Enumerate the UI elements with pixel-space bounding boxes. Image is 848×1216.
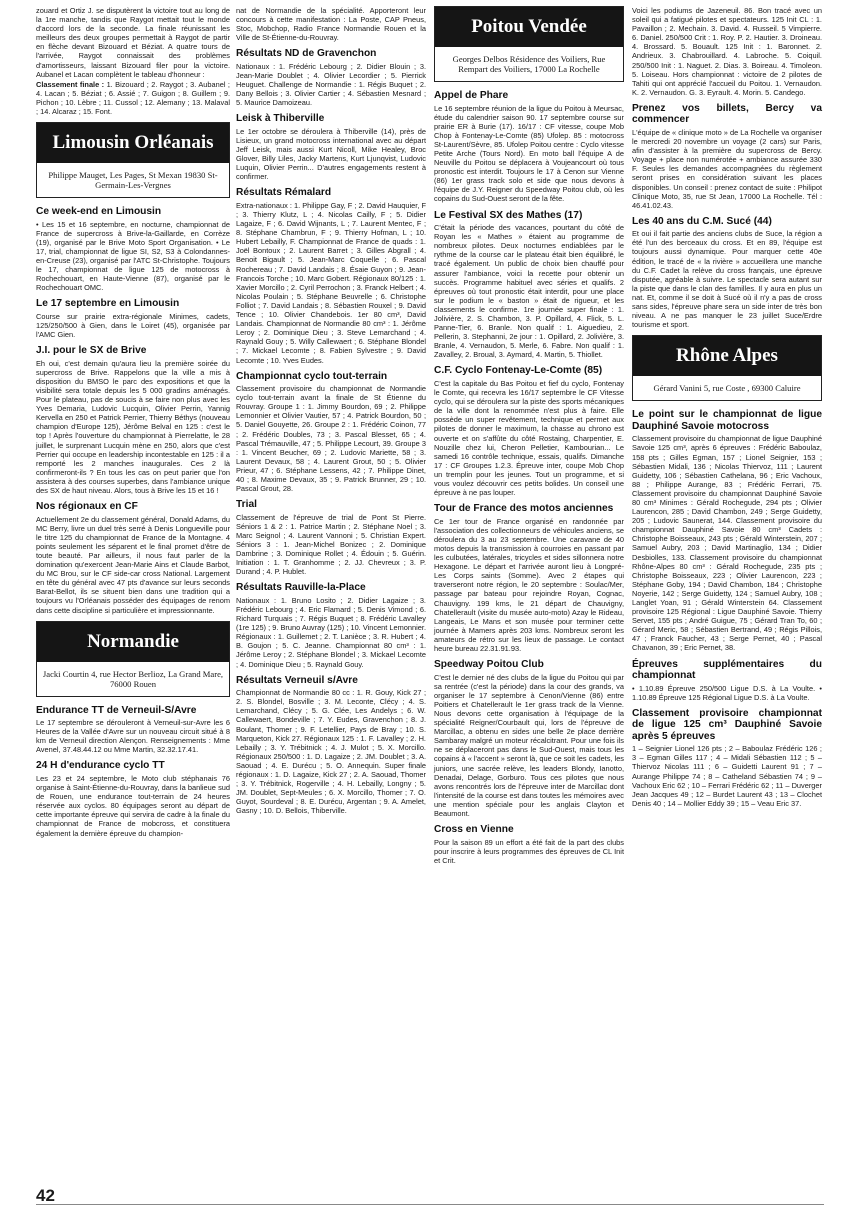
article-body: 1 – Seignier Lionel 126 pts ; 2 – Baboulaz Frédéric 126 ; 3 – Egman Gilles 117 ; 4 – Midali Sébastien 112 ; 5 – Thiervoz Nicolas 111 ; 6 – Guidetti Laurent 91 ; 7 – Aurange Philippe 74 ; 8 – Catheland Sébastien 74 ; 9 – Vachoux Eric 62 ; 10 – Ferrari Frédéric 62 ; 11 – Duverger Jean Jacques 49 ; 12 – Burdet Laurent 43 ; 13 – Clochet Denis 40 ; 14 – Mollier Eddy 39 ; 15 – Veau Eric 37.: [632, 744, 822, 808]
article-body: Extra-nationaux : 1. Philippe Gay, F ; 2. David Hauquier, F ; 3. Thierry Klutz, L ; 4. Nicolas Cailly, F ; 5. Didier Lagaize, F ; 6. David Wijnants, L ; 7. Laurent Mentec, F ; 8. Stéphane Chambrun, F ; 9. Thierry Hofman, L ; 10. Hubert Lebailly, F. Championnat de France de quads : 1. Joël Bontoux ; 2. Laurent Barret ; 3. Gilles Abgrall ; 4. Benoit Bigault ; 5. Jean-Marc Coquelle ; 6. Pascal Rochereau ; 7. David Landais ; 8. Ésaie Guyon ; 9. Jean-Francois Torche ; 10. Marc Gobert. Régionaux 80/125 : 1. Xavier Morcillo ; 2. Cyril Perrochon ; 3. Franck Helbert ; 4. Nicolas Poulain ; 5. Stéphane Beuvrelle ; 6. Christophe Folliot ; 7. David Landais ; 8. Sébastien Rouxel ; 9. David Tence ; 10. Olivier Chandebois. 1er 80 cm³, David Landais. Championnat de Normandie 80 cm³ : 1. Jérôme Leroy ; 2. Dominique Dieu ; 3. Steve Lemarchand ; 4. Raynald Gouy ; 5. Willy Callewaert ; 6. Stéphane Blondel ; 7. Mickael Lecomte ; 8. Fabien Sylvestre ; 9. David Lecomte ; 10. Yves Eudes.: [236, 200, 426, 365]
article-body: Pour la saison 89 un effort a été fait de la part des clubs pour inscrire à leurs programmes des épreuves de CL Init et Crit.: [434, 837, 624, 865]
headline: Tour de France des motos anciennes: [434, 503, 614, 515]
article-body: L'équipe de « clinique moto » de La Rochelle va organiser le mercredi 20 novembre un voyage (2 cars) sur Paris, afin d'assister à la première du supercross de Bercy. Voyage + place non numérotée + ambiance assurée 330 F. Seules les demandes accompagnées du règlement seront prises en considération suivant les places disponibles. Un conseil : prenez contact de suite : Philipot Clinique Moto, 35, rue St Jean, 17000 La Rochelle. Tél : 46.41.02.43.: [632, 127, 822, 210]
article-body: Course sur prairie extra-régionale Minimes, cadets, 125/250/500 à Gien, dans le Loiret (45), organisée par l'AMC Gien.: [36, 311, 230, 340]
page-number: 42: [36, 1186, 55, 1205]
article-body: Et oui il fait partie des anciens clubs de Suce, la région a été l'un des berceaux du cross. Et en 89, l'équipe est toujours aussi dynamique. Pour marquer cette 40e édition, le tracé de « la rivière » accueillera une manche du C.F. Cadet la relève du cross français, une épreuve disputée, agréable à suivre. Le spectacle sera autant sur la piste que dans le clan des familles. Il y aura en plus un nat. Et, comme il se doit à Sucé où il n'y a pas de cross sans sides, l'épreuve phare sera un side inter de très bon niveau. A ne pas manquer le 23 juillet Suce/Erdre tourisme et sport.: [632, 229, 822, 330]
column-2: [236, 6, 426, 816]
column-4: [632, 6, 822, 809]
headline: Résultats Rauville-la-Place: [236, 582, 366, 594]
region-address: Georges Delbos Résidence des Voiliers, Rue Rempart des Voiliers, 17000 La Rochelle: [452, 54, 606, 74]
region-title: Limousin Orléanais: [37, 123, 229, 163]
article-continuation: nat de Normandie de la spécialité. Apporteront leur concours à cette manifestation : La Poste, CAP Pneus, Stoc, Mobchop, Radio France Normandie Rouen et la Ville de St-Étienne-du-Rouvray.: [236, 6, 426, 43]
classement-label: Classement finale :: [36, 79, 105, 89]
column-3: [434, 6, 624, 866]
headline: Endurance TT de Verneuil-S/Avre: [36, 704, 197, 716]
article-body: • Les 15 et 16 septembre, en nocturne, championnat de France de supercross à Brive-la-Gaillarde, en Corrèze (19), organisé par le Brive Moto Sport Organisation. • Le 17, trial, championnat de ligue SI, S2, S3 à Colondannes-en-Creuse (23), organisé par l'ATC St-Christophe. Toujours le 17, championnat de ligue 125 de motocross à Rochechouart, en Haute-Vienne (87), organisé par le Rochechouart OMC.: [36, 219, 230, 293]
region-title: Normandie: [37, 622, 229, 662]
headline: Championnat cyclo tout-terrain: [236, 370, 388, 382]
headline: Ce week-end en Limousin: [36, 206, 162, 218]
region-address: Jacki Courtin 4, rue Hector Berlioz, La Grand Mare, 76000 Rouen: [42, 668, 224, 689]
region-title: Poitou Vendée: [435, 7, 623, 47]
article-body: Les 23 et 24 septembre, le Moto club stéphanais 76 organise à Saint-Étienne-du-Rouvray, dans la banlieue sud de Rouen, une endurance tout-terrain de 24 heures réservée aux cyclos. 80 équipages seront au départ de cette importante épreuve qui servira de cadre à la finale du championnat de France de mobcross, et constituera également la dernière épreuve du champion-: [36, 773, 230, 838]
article-body: • 1.10.89 Épreuve 250/500 Ligue D.S. à La Voulte. • 1.10.89 Épreuve 125 Régional Ligue D.S. à La Voulte.: [632, 683, 822, 702]
headline: C.F. Cyclo Fontenay-Le-Comte (85): [434, 365, 603, 377]
article-continuation: Voici les podiums de Jazeneuil. 86. Bon tracé avec un soleil qui a fatigué pilotes et spectateurs. 125 Init CL : 1. Pavaillon ; 2. Mechain. 3. David. 4. Russeil. 5 Vimpierre. 6. Daniel. 250/500 Crit : 1. Roy. P. 2. Hautier. 3. Droineau. 4. Brossard. 5. Bouault. 125 Init : 1. Baronnet. 2. Andrieux. 3. Chabrouillard. 4. Labroche. 5. Coiquil. 250/500 Init : 1. Naguet. 2. Dias. 3. Boireau. 4. Timoleon. 5. Loiseau. Hors championnat : victoire de 2 pilotes de Tahiti qui ont apprécié l'accueil du Poitou. 1. Vernaudon. K. 2. Vernaudon. G. 3. Eyrault. 4. Morin. 5. Candego.: [632, 6, 822, 97]
article-body: Le 17 septembre se dérouleront à Verneuil-sur-Avre les 6 Heures de la Vallée d'Avre sur un nouveau circuit situé à 8 km de Verneuil direction Alençon. Renseignements : Mme Avenel, 37.48.44.12 ou Mme Martin, 32.32.17.41.: [36, 718, 230, 755]
headline: Les 40 ans du C.M. Sucé (44): [632, 215, 772, 227]
article-body: Classement de l'épreuve de trial de Pont St Pierre. Séniors 1 & 2 : 1. Patrice Martin ; 2. Stéphane Noel ; 3. Marc Seignol ; 4. Laurent Vannoni ; 5. Christian Expert. Séniors 3 : 1. Jean-Michel Bonizec ; 2. Dominique Dambrine ; 3. Dominique Rollet ; 4. Édouin ; 5. Guérin. Initiation : 1. T. Granhomme ; 2. JJ. Chevreux ; 3. P. Durand ; 4. P. Hublet.: [236, 512, 426, 577]
headline: Résultats Rémalard: [236, 187, 332, 199]
article-body: Championnat de Normandie 80 cc : 1. R. Gouy, Kick 27 ; 2. S. Blondel, Bosville ; 3. M. Leconte, Clécy ; 4. S. Lemarchand, Clécy ; 5. G. Clée, Les Andelys ; 6. W. Callewaert, Bondeville ; 7. Y. Eudes, Gravenchon ; 8. J. Boulant, Thomer ; 9. F. Letellier, Pays de Bray ; 10. S. Marqueton, Kick 27. Régionaux 125 : 1. F. Lavalley ; 2. H. Lebailly ; 3. Y. Trébitnick ; 4. J. Mulot ; 5. X. Morcillo. Régionaux 250/500 : 1. D. Lagaize ; 2. JM. Doublet ; 3. A. Saouad ; 4. E. Durécu ; 5. O. Annequin. Super finale régionaux : 1. D. Lagaize, Kick 27 ; 2. A. Saouad, Thomer ; 3. Y. Trébitnick, Rogerville ; 4. H. Lebailly, Longny ; 5. JM. Doublet, Sept-Meules ; 6. X. Morcillo, Thomer ; 7. O. Guyot, Sourdeval ; 8. E. Durécu, Argentan ; 9. A. Amelet, Gasny ; 10. D. Bellois, Thiberville.: [236, 688, 426, 816]
article-body: C'est le dernier né des clubs de la ligue du Poitou qui par sa rentrée (c'est la période) dans la cour des grands, va organiser le 17 septembre à Cenon/Vienne (86) entre Poitiers et Chatellerault le 1er grass track de la Vienne. Nous devons cette organisation à l'équipage de la spécialité Reigner/Courbault qui, lors de l'épreuve de Marcillac, a obtenu en sides une belle 2e place derrière Sambaray malgré un moteur récalcitrant. Pour une fois ils ne se déplaceront pas dans le Sud-Ouest, mais tous les copains à « l'accent » seront là, que ce soit les cadets, les juniors, une sacrée relève, les leaders Blondy, Ianotto, Denadai, Delage, Gorburo. Tous ces pilotes que nous avons rencontrés lors de l'épreuve inter de Marcillac dont l'intensité de la course est dans toutes les mémoires avec une mention spéciale pour les anglais Clayton et Beaumont.: [434, 672, 624, 818]
region-title: Rhône Alpes: [633, 336, 821, 376]
headline: Le Festival SX des Mathes (17): [434, 209, 583, 221]
region-address: Philippe Mauget, Les Pages, St Mexan 19830 St-Germain-Les-Vergnes: [48, 170, 218, 191]
region-box-normandie: [36, 621, 230, 697]
article-body: C'était la période des vacances, pourtant du côté de Royan les « Mathes » étaient au programme de nombreux pilotes. Deux nocturnes endiablées par le rythme de la course car le plateau était bien équilibré, le tracé également. Un public de choix bien chauffé pour assurer l'ambiance, voici la recette pour obtenir un succès. Programme habituel avec séries et qualifs. 2 épreuves où tout pronostic était interdit, pour une place sur le podium le « baston » était de rigueur, et les classements le confirme. 1re journée super finale : 1. Jolivière, 2. S. Chambon, 3. P. Opillard, 4. Flick, 5. L. Panne-Tier, 6. Branle. Non qualif : 1. Aiguedieu, 2. Pellerin, 3. Stephanni, 2e jour : 1. Opillard, 2. Jolivière, 3. Branle, 4. Vernaudon, 5. Merle, 6. Fabre. Non qualif : 1. Zavalley, 2. Broual, 3. Aymard, 4. Martin, 5. Thiollet.: [434, 223, 624, 360]
article-body: Nationaux : 1. Frédéric Lebourg ; 2. Didier Blouin ; 3. Jean-Marie Doublet ; 4. Olivier Lecordier ; 5. Pierrick Heuguet. Challenge de Normandie : 1. Régis Buquet ; 2. Dany Bellois ; 3. Olivier Cartier ; 4. Sébastien Mesnard ; 5. Maurice Damoizeau.: [236, 61, 426, 108]
region-box-rhone-alpes: [632, 335, 822, 401]
region-address: Gérard Vanini 5, rue Coste , 69300 Caluire: [653, 383, 801, 394]
headline: Nos régionaux en CF: [36, 501, 138, 513]
article-body: Classement provisoire du championnat de ligue Dauphiné Savoie 125 cm³, après 6 épreuves : Frédéric Baboulaz, 158 pts ; Gilles Egman, 157 ; Lionel Seignier, 153 ; Sébastien Midali, 136 ; Nicolas Thiervoz, 111 ; Laurent Guidetty, 106 ; Sébastien Cathelana, 96 ; Eric Vachoux, 88 ; Philippe Aurange, 83 ; Frédéric Ferrari, 75. Classement provisoire du championnat Dauphiné Savoie 80 cm³ Minimes : Gérald Rochegude, 294 pts ; Olivier Laurencon, 285 ; David Chambon, 249 ; Serge Guidetty, 205 ; Ludovic Saunerat, 144. Classement provisoire du championnat Dauphiné Savoie 80 cm³ Cadets : Christophe Boisseaux, 243 pts ; Gérald Winterstein, 207 ; Samuel Aubry, 203 ; David Martinaglio, 134 ; Didier Desbiolles, 133. Classement provisoire du championnat Rhône-Alpes 80 cm³ : Gérald Rochegude, 235 pts ; Christophe Boisseaux, 223 ; Olivier Laurencon, 223 ; Stéphane Goby, 194 ; David Chambon, 184 ; Christophe Noyerie, 142 ; Serge Guidetty, 124 ; Samuel Aubry, 108 ; Langlet Yoan, 91 ; Gérald Winterstein 64. Classement provisoire 125 Régional : Ligue Dauphiné Savoie. Thierry Servet, 155 pts ; André Guigue, 75 ; Gérard Tran To, 60 ; Gérard Meric, 58 ; Sébastien Bertrand, 49 ; Régis Pillois, 47 ; Franck Faucher, 43 ; Serge Pernet, 40 ; Pascal Chavanon, 39 ; Eric Pernet, 38.: [632, 434, 822, 653]
footer-rule: [36, 1204, 824, 1205]
headline: Résultats ND de Gravenchon: [236, 48, 377, 60]
column-1: [36, 6, 230, 839]
headline: Prenez vos billets, Bercy va commencer: [632, 102, 822, 126]
headline: J.I. pour le SX de Brive: [36, 345, 147, 357]
classement-finale: [36, 80, 230, 116]
headline: 24 H d'endurance cyclo TT: [36, 760, 165, 772]
headline: Speedway Poitou Club: [434, 659, 544, 671]
article-body: C'est la capitale du Bas Poitou et fief du cyclo, Fontenay le Comte, qui recevra les 16/17 septembre le CF Vitesse cyclo, qui se déroulera sur la piste des sports mécaniques de la ville dont la renommée n'est plus à faire. Elle possède un super revêtement, technique et permet aux pilotes de donner le maximum, la chasse au chrono est ouverte et on s'affûte du côté Rostaing, Charpentier, E. Nouzille chez lui, Cheron Pelletier, Kambourian... Le samedi 16 contrôle technique, essais, qualifs. Dimanche 17 : CF Groupes 1.2.3. Épreuve inter, coupe Mob Chop un tremplin pour les jeunes. Tout un programme, et si vous voulez découvrir ces petits bolides. Un conseil une épreuve à ne pas louper.: [434, 378, 624, 498]
headline: Le point sur le championnat de ligue Dauphiné Savoie motocross: [632, 409, 822, 432]
headline: Épreuves supplémentaires du championnat: [632, 658, 822, 682]
region-box-poitou: [434, 6, 624, 82]
region-box-limousin: [36, 122, 230, 198]
article-body: Nationaux : 1. Bruno Losito ; 2. Didier Lagaize ; 3. Frédéric Lebourg ; 4. Eric Flamard ; 5. Denis Vimond ; 6. Richard Turquais ; 7. Régis Buquet ; 8. Frédéric Lavalley (1re 125) ; 9. Bruno Auvray (125) ; 10. Vincent Lemonnier. Régionaux : 1. Guillemet ; 2. T. Lanièce ; 3. R. Hubert ; 4. B. Goujon ; 5. C. Jeanne. Championnat 80 cm³ : 1. Jérôme Leroy ; 2. Stéphane Blondel ; 3. Mickael Lecomte ; 4. Dominique Dieu ; 5. Raynald Gouy.: [236, 595, 426, 669]
article-body: Ce 1er tour de France organisé en randonnée par l'association des collectionneurs de véhicules anciens, se déroulera du 3 au 23 septembre. Une caravane de 40 motos depuis la transmission à courroies en passant par les culbutées, latérales, tricycles et sides sillonnera notre Hexagone. Le départ et l'arrivée auront lieu à Longpré-Les Corps saints (Somme). Avec 2 étapes qui traverseront notre région, le 20 septembre : Soulac/Mer, passage par bateau pour rejoindre Royan, Cognac, Chauvigny. 199 kms, le 21 départ de Chauvigny, Chatellerault (visite du musée auto-moto) Azay le Rideau, Langeais, Le Mans et son musée pour terminer cette journée à Mamers après 203 kms. Nombreux seront les amateurs de rétro sur les lieux de passage. Le contact heure bureau 22.31.91.93.: [434, 516, 624, 653]
article-body: Eh oui, c'est demain qu'aura lieu la première soirée du supercross de Brive. Rappelons que la ville a mis à disposition du BMSO le parc des expositions et que la visibilité sera totale depuis les 5 000 gradins aménagés. Pour le plateau, pas de soucis à se faire non plus avec les Yves Demaria, Ludovic Lucquin, Olivier Perrin, Yannig Kervella en 250 et Patrick Perrier, Thierry Béthys (nouveau champion d'Europe 125), Jérôme Belval en 125 : c'est le top ! Après l'ouverture du championnat à Pierrelatte, le 28 juillet, le surprenant Lucquin mène en 250, alors que c'est Perrier qui occupe en leadership incontestable en 125 : il a remporté les 2 manches inaugurales. Ces 2 là confirmeront-ils ? En tous les cas on peut parier que l'on assistera à des courses superbes, dans l'ambiance unique des SX de haut niveau. Alors, tous à Brive les 15 et 16 !: [36, 358, 230, 495]
headline: Appel de Phare: [434, 90, 509, 101]
headline: Cross en Vienne: [434, 824, 514, 836]
headline: Trial: [236, 499, 257, 511]
headline: Résultats Verneuil s/Avre: [236, 674, 358, 686]
article-body: Le 16 septembre réunion de la ligue du Poitou à Meursac, étude du calendrier saison 90. 17 septembre course sur prairie ER à Burie (17). 16/17 : CF vitesse, coupe Mob Chop à Fontenay-Le-Comte (85) Ufolep. 85 : motocross St-Laurent/Sèvre, 85. Ufolep Poitou centre : Cyclo vitesse Petite Arche (Tours Nord). En moto ball l'équipe A de Neuville du Poitou se déplacera à Voujeancourt où tous pronostic est interdit. Toujours le 17 à Cenon sur Vienne (86) 1er grass track solo et side que nous devons à l'équipe de J.Y. Reigner du Speedway Poitou club, où les copains du Sud-Ouest seront de la fête.: [434, 103, 624, 204]
article-continuation: zouard et Ortiz J. se disputèrent la victoire tout au long de la 1re manche, tandis que Raygot mettait tout le monde d'accord lors de la seconde. La finale réunissant les meilleurs des deux groupes permettait à Raygot de partir en flèche devant Bizouard et Béziat. A quatre tours de l'arrivée, Raygot connaissait des problèmes d'amortisseurs, laissant Bizouard filer pour la victoire. Aubanel et Lacan complètent le tableau d'honneur :: [36, 6, 230, 79]
article-body: Le 1er octobre se déroulera à Thiberville (14), près de Lisieux, un grand motocross international avec au départ Jeff Leisk, mais aussi Kurt Nicoll, Mike Healey, Broc Glover, Billy Liles, Jacky Martens, Kurt Ljunqvist, Ludovic Luquin, Olivier Perrin... D'autres engagements restent à confirmer.: [236, 126, 426, 182]
classement-text: 1. Bizouard ; 2. Raygot ; 3. Aubanel ; 4. Lacan ; 5. Béziat ; 6. Assié ; 7. Guigon ; 8. Guillem ; 9. Pichon ; 10. Lèbre ; 11. Cussol ; 12. Alemany ; 13. Malaval ; 14. Alcaraz ; 15. Font.: [36, 79, 230, 117]
article-body: Actuellement 2e du classement général, Donald Adams, du MC Berry, livre un duel très serré à Denis Longueville pour le titre 125 du championnat de France de la Montagne. 4 points seulement les séparent et le final promet d'être de toute beauté. Par ailleurs, il nous faut parler de la domination qu'exercent Jean-Marie Ains et Claude Barbot, du MC Brou, sur le CF side-car cross National. Largement en tête du général avec 47 pts d'avance sur leurs seconds Barat-Bellot, ils se situent bien dans une tradition qui a toujours vu l'Orléanais posséder des équipages de renom dans cette discipline si particulière et impressionnante.: [36, 514, 230, 615]
headline: Leisk à Thiberville: [236, 113, 325, 125]
article-body: Classement provisoire du championnat de Normandie cyclo tout-terrain avant la finale de St Étienne du Rouvray. Groupe 1 : 1. Jimmy Bourdon, 69 ; 2. Philippe Lemonnier et Olivier Vautier, 57 ; 4. Patrick Bourdon, 50 ; 5. Daniel Gouyette, 26. Groupe 2 : 1. Frédéric Coinon, 77 ; 2. Frédéric Doubles, 73 ; 3. Pascal Blesset, 65 ; 4. Pascal Trémauville, 47 ; 5. Philippe Lecourt, 39. Groupe 3 : 1. Vincent Beucher, 69 ; 2. Ludovic Mariette, 58 ; 3. Laurent Devaux, 58 ; 4. Laurent Grout, 50 ; 5. Olivier Prieur, 47 ; 6. Stéphane Lessens, 42 ; 7. Philippe Dinet, 40 ; 8. Maxime Devaux, 35 ; 9. Patrick Brunner, 29 ; 10. Pascal Grout, 28.: [236, 384, 426, 494]
headline: Classement provisoire championnat de ligue 125 cm³ Dauphiné Savoie après 5 épreuves: [632, 707, 822, 742]
headline: Le 17 septembre en Limousin: [36, 298, 180, 310]
